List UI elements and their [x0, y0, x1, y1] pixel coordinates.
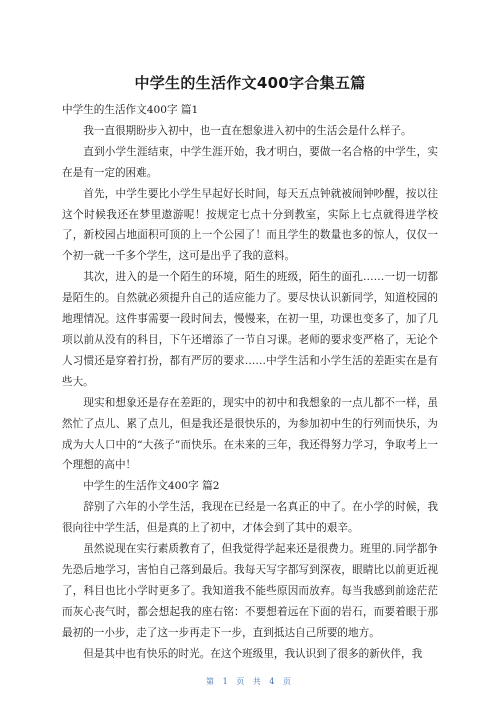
paragraph: 辞别了六年的小学生活，我现在已经是一名真正的中了。在小学的时候，我很向往中学生活，但是真的上了初中，才体会到了其中的艰辛。: [62, 501, 438, 535]
paragraph: 首先，中学生要比小学生早起好长时间，每天五点钟就被闹钟吵醒，按以往这个时候我还在梦里遨游呢！按规定七点十分到教室，实际上七点就得进学校了，新校园占地面积可顶的上一个公园了！而且学生的数量也多的惊人，仅仅一个初一就一千多个学生，这可是出乎了我的意料。: [62, 187, 438, 263]
paragraph: 但是其中也有快乐的时光。在这个班级里，我认识到了很多的新伙伴，我: [83, 647, 423, 660]
paragraph: 直到小学生涯结束，中学生涯开始，我才明白，要做一名合格的中学生，实在是有一定的困难。: [62, 145, 438, 179]
document-title: 中学生的生活作文400字合集五篇: [134, 74, 366, 92]
paragraph: 现实和想象还是存在差距的，现实中的初中和我想象的一点儿都不一样，虽然忙了点儿、累了点儿，但是我还是很快乐的，为参加初中生的行列而快乐，为成为大人口中的“大孩子”而快乐。在未来的三年，我还得努力学习，争取考上一个理想的高中！: [62, 396, 438, 472]
paragraph: 虽然说现在实行素质教育了，但我觉得学起来还是很费力。班里的.同学都争先恐后地学习，害怕自己落到最后。我每天写字都写到深夜，眼睛比以前更近视了，科目也比小学时更多了。我知道我不能些原因而放弃。每当我感到前途茫茫而灰心丧气时，都会想起我的座右铭：不要想着远在下面的岩石，而要着眼于那最初的一小步，走了这一步再走下一步，直到抵达自己所要的地方。: [62, 543, 438, 639]
section-heading-2: 中学生的生活作文400字 篇2: [83, 480, 220, 493]
paragraph: 其次，进入的是一个陌生的环境，陌生的班级，陌生的面孔……一切一切都是陌生的。自然就必须提升自己的适应能力了。要尽快认识新同学，知道校园的地理情况。这件事需要一段时间去，慢慢来，在初一里，功课也变多了，加了几项以前从没有的科目，下午还增添了一节自习课。老师的要求变严格了，无论个人习惯还是穿着打扮，都有严厉的要求……中学生活和小学生活的差距实在是有些大。: [62, 271, 438, 388]
section-heading-1: 中学生的生活作文400字 篇1: [62, 104, 199, 116]
paragraph: 我一直很期盼步入初中，也一直在想象进入初中的生活会是什么样子。: [83, 124, 412, 137]
page-number-footer: 第 1 页 共 4 页: [206, 677, 294, 686]
document-body: [62, 100, 438, 664]
